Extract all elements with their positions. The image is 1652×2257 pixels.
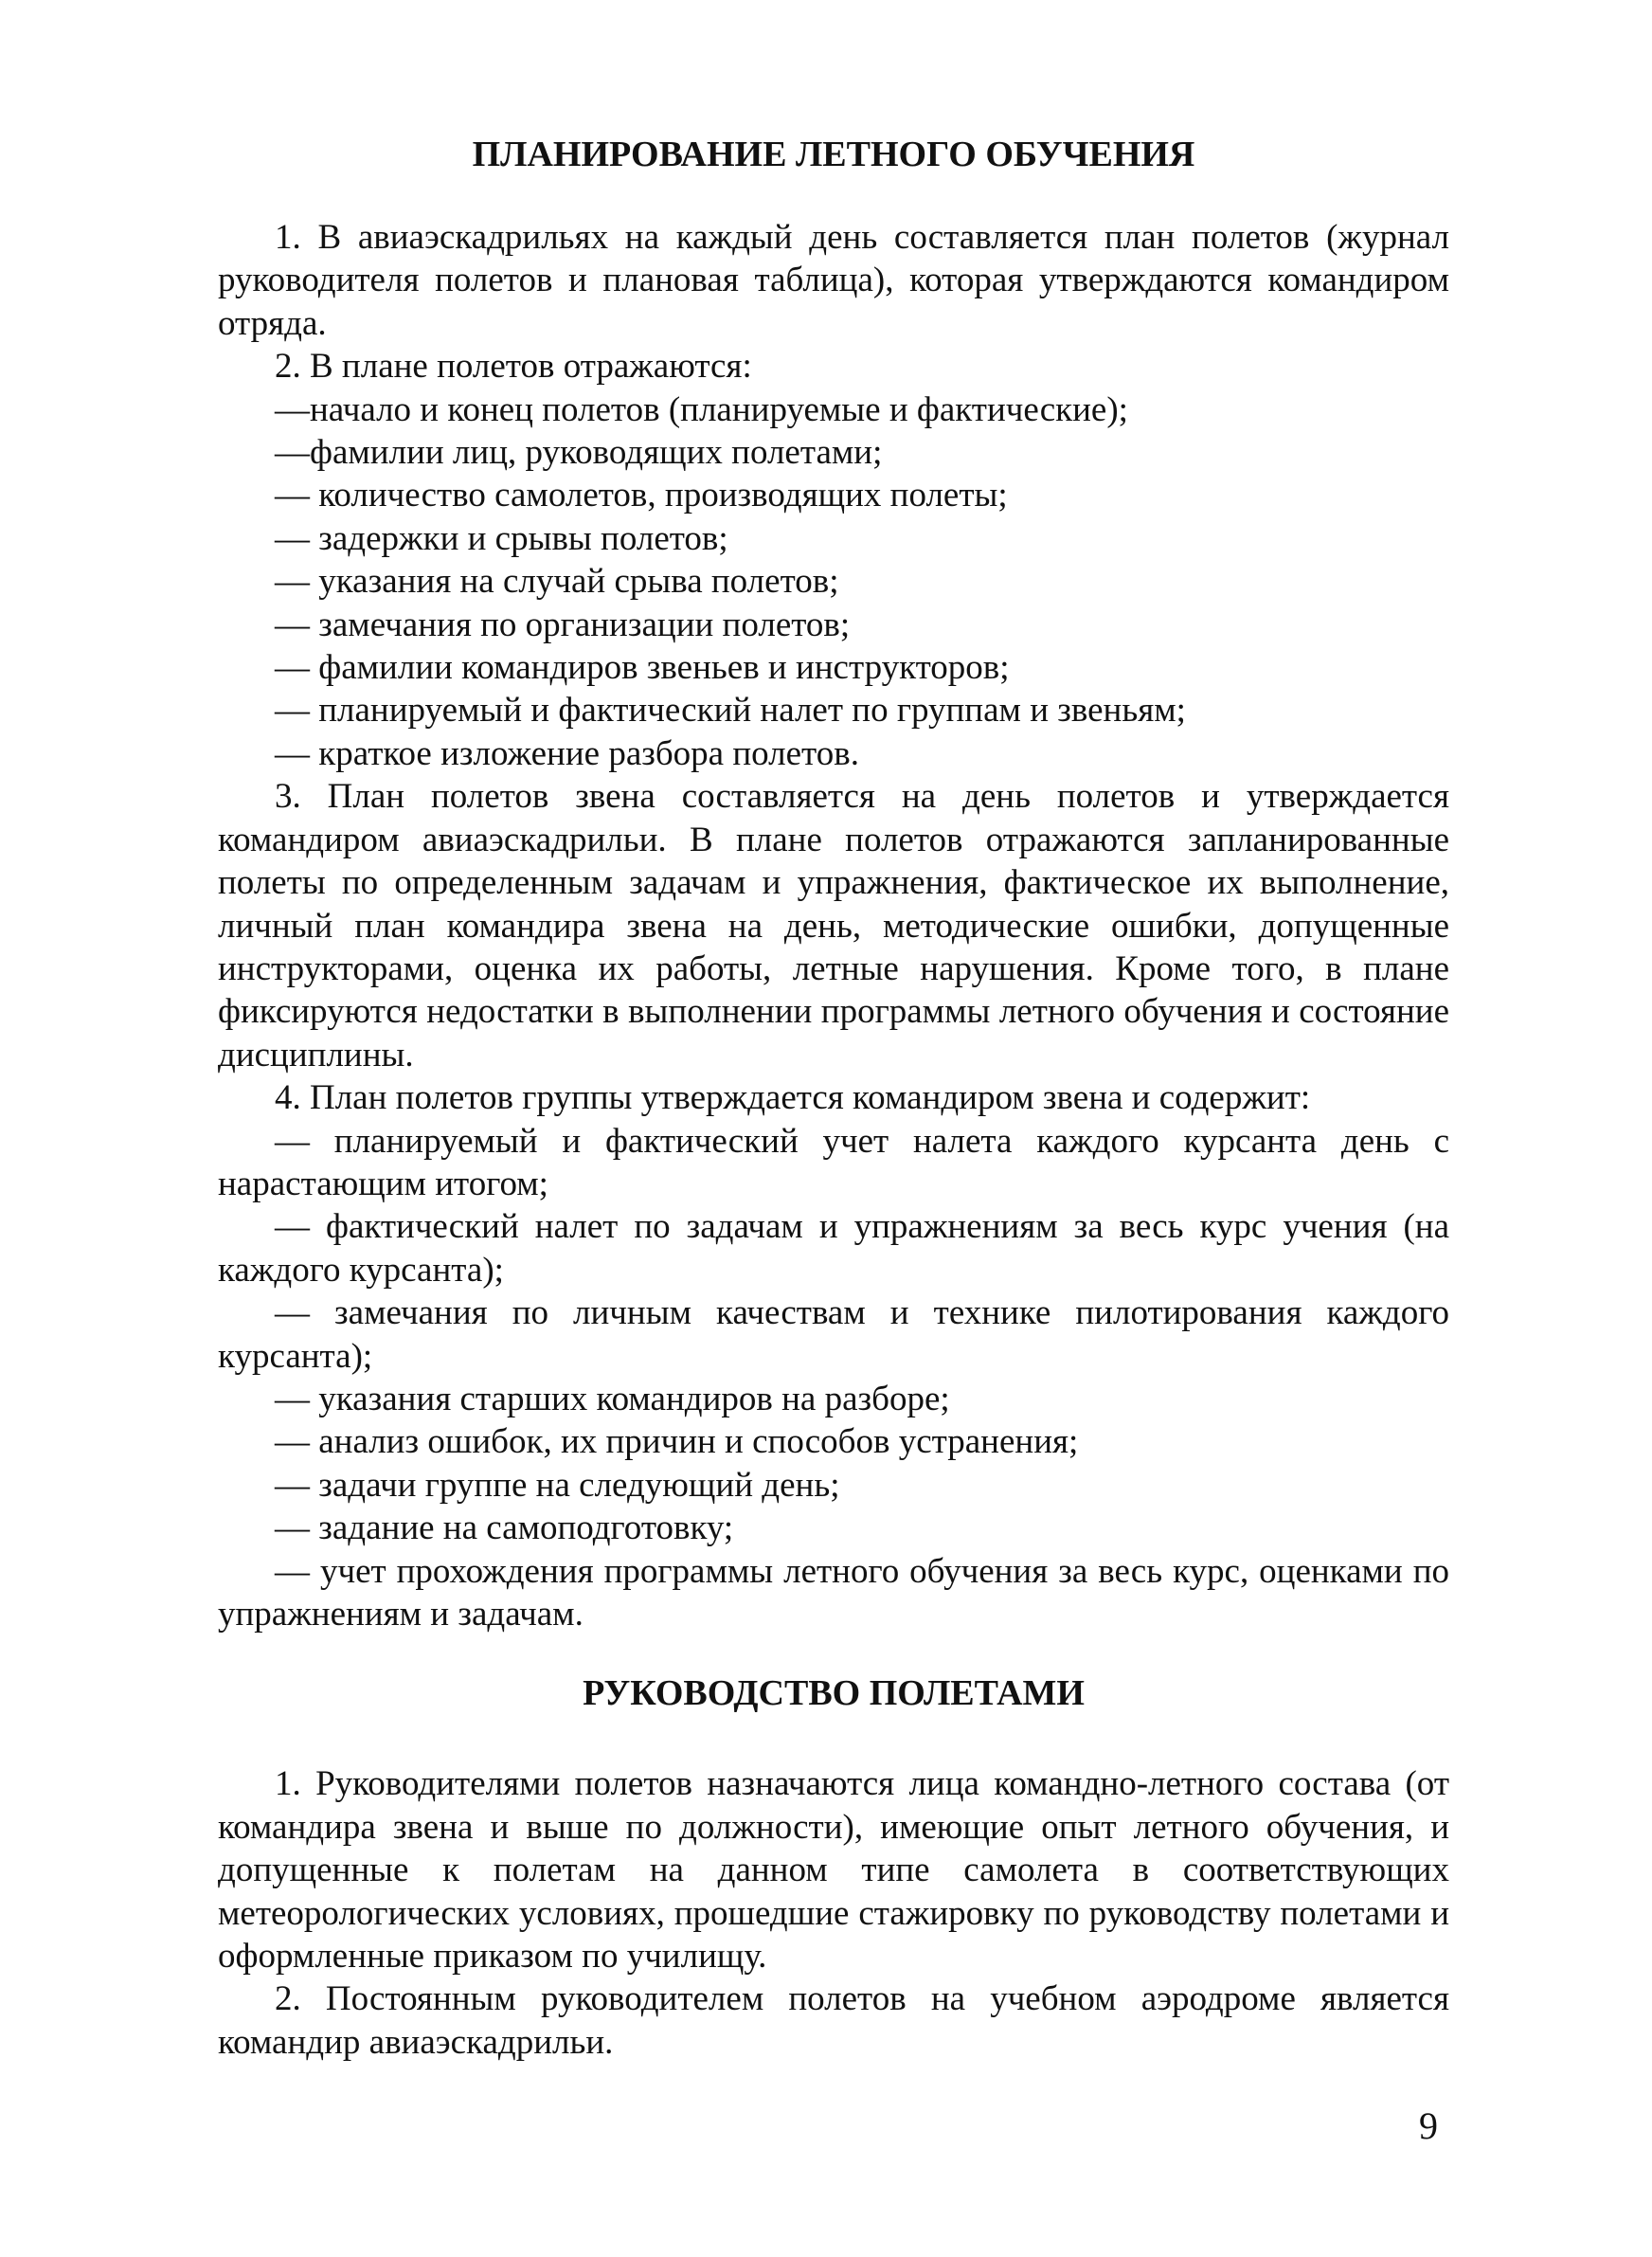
section-title-flight-management: РУКОВОДСТВО ПОЛЕТАМИ (583, 1673, 1085, 1714)
section-title-flight-training-planning: ПЛАНИРОВАНИЕ ЛЕТНОГО ОБУЧЕНИЯ (472, 135, 1195, 174)
list-item: — задание на самоподготовку; (275, 1508, 734, 1548)
list-item: — указания старших командиров на разборе; (275, 1379, 950, 1418)
list-item: — планируемый и фактический налет по группам и звеньям; (275, 691, 1186, 731)
list-item: — анализ ошибок, их причин и способов устранения; (275, 1422, 1079, 1462)
list-item: — фактический налет по задачам и упражнениям за весь курс учения (на каждого курсанта); (218, 1207, 1449, 1290)
list-item: — указания на случай срыва полетов; (275, 562, 839, 602)
list-item: — количество самолетов, производящих полеты; (275, 476, 1008, 515)
list-item: — фамилии командиров звеньев и инструкторов; (275, 648, 1010, 688)
list-item: — задержки и срывы полетов; (275, 518, 728, 558)
list-item: —начало и конец полетов (планируемые и фактические); (275, 389, 1128, 429)
paragraph-5: 1. Руководителями полетов назначаются лица командно-летного состава (от командира звена и выше по должности), имеющие опыт летного обучения, и допущенные к полетам на данном типе самолета в соответствующих метеорологических условиях, прошедшие стажировку по руководству полетами и оформленные приказом по училищу. (218, 1764, 1449, 1977)
paragraph-2: 2. В плане полетов отражаются: (275, 347, 752, 387)
list-item: — планируемый и фактический учет налета каждого курсанта день с нарастающим итогом; (218, 1121, 1449, 1203)
list-item: —фамилии лиц, руководящих полетами; (275, 433, 883, 473)
list-item: — краткое изложение разбора полетов. (275, 733, 859, 773)
list-item: — задачи группе на следующий день; (275, 1465, 840, 1505)
page-number: 9 (1419, 2104, 1438, 2147)
list-item: — учет прохождения программы летного обучения за весь курс, оценками по упражнениям и задачам. (218, 1551, 1449, 1634)
paragraph-4: 4. План полетов группы утверждается командиром звена и содержит: (275, 1078, 1311, 1118)
page-content (218, 133, 1449, 2064)
paragraph-6: 2. Постоянным руководителем полетов на учебном аэродроме является командир авиаэскадрильи. (218, 1979, 1449, 2062)
list-item: — замечания по организации полетов; (275, 605, 851, 644)
paragraph-3: 3. План полетов звена составляется на день полетов и утверждается командиром авиаэскадрильи. В плане полетов отражаются запланированные полеты по определенным задачам и упражнения, фактическое их выполнение, личный план командира звена на день, методические ошибки, допущенные инструкторами, оценка их работы, летные нарушения. Кроме того, в плане фиксируются недостатки в выполнении программы летного обучения и состояние дисциплины. (218, 777, 1449, 1074)
paragraph-1: 1. В авиаэскадрильях на каждый день составляется план полетов (журнал руководителя полетов и плановая таблица), которая утверждаются командиром отряда. (218, 218, 1449, 343)
list-item: — замечания по личным качествам и технике пилотирования каждого курсанта); (218, 1293, 1449, 1376)
